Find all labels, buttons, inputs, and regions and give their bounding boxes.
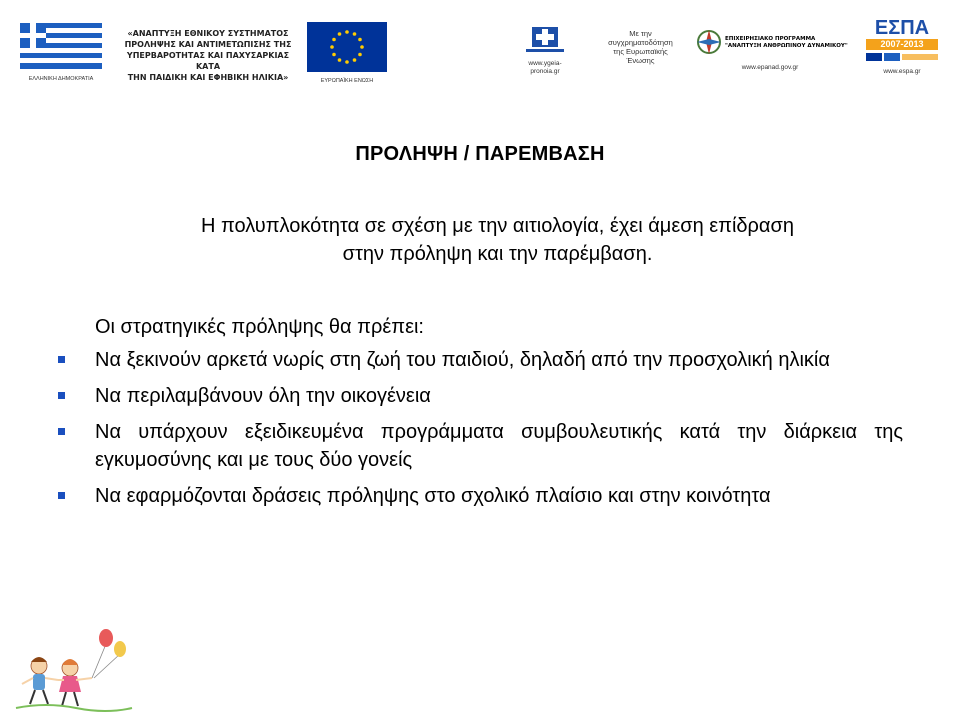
eu-star-icon xyxy=(338,58,342,62)
eu-star-icon xyxy=(345,30,349,34)
espa-flags-icon xyxy=(862,51,942,63)
eu-star-icon xyxy=(332,38,336,42)
list-item xyxy=(58,418,903,474)
bullet-list xyxy=(58,346,903,518)
cofunding-line: συγχρηματοδότηση xyxy=(608,38,673,47)
eu-star-icon xyxy=(360,45,364,49)
list-item xyxy=(58,346,903,374)
eu-star-icon xyxy=(330,45,334,49)
program-title xyxy=(725,36,850,49)
eu-flag-icon xyxy=(307,22,387,72)
greek-flag-caption: ΕΛΛΗΝΙΚΗ ΔΗΜΟΚΡΑΤΙΑ xyxy=(28,76,94,82)
project-title xyxy=(118,28,298,83)
project-title-line: ΤΗΝ ΠΑΙΔΙΚΗ ΚΑΙ ΕΦΗΒΙΚΗ ΗΛΙΚΙΑ» xyxy=(127,73,289,82)
intro-line: Η πολυπλοκότητα σε σχέση με την αιτιολογία, έχει άμεση επίδραση xyxy=(201,215,794,237)
eu-star-icon xyxy=(332,53,336,57)
espa-logo xyxy=(862,18,942,80)
lead-text: Οι στρατηγικές πρόληψης θα πρέπει: xyxy=(95,316,424,338)
cofunding-line: Ένωσης xyxy=(626,56,655,65)
project-title-line: «ΑΝΑΠΤΥΞΗ ΕΘΝΙΚΟΥ ΣΥΣΤΗΜΑΤΟΣ xyxy=(127,29,289,38)
children-balloons-icon xyxy=(14,628,134,713)
greek-flag-logo xyxy=(20,23,102,82)
children-illustration xyxy=(14,628,134,713)
bullet-text: Να εφαρμόζονται δράσεις πρόληψης στο σχολικό πλαίσιο και στην κοινότητα xyxy=(95,485,771,507)
program-title-line: ΕΠΙΧΕΙΡΗΣΙΑΚΟ ΠΡΟΓΡΑΜΜΑ xyxy=(725,36,816,42)
espa-url: www.espa.gr xyxy=(883,68,921,75)
eu-star-icon xyxy=(358,38,362,42)
list-item xyxy=(58,482,903,510)
eu-star-icon xyxy=(345,60,349,64)
greek-flag-icon xyxy=(20,23,102,69)
list-item xyxy=(58,382,903,410)
intro-paragraph xyxy=(95,212,900,268)
eu-star-icon xyxy=(353,32,357,36)
espa-title: ΕΣΠΑ xyxy=(874,17,930,39)
bullet-square-icon xyxy=(58,492,65,499)
ministry-logo xyxy=(520,25,570,80)
program-logo xyxy=(695,28,850,78)
bullet-text: Να υπάρχουν εξειδικευμένα προγράμματα συμβουλευτικής κατά την διάρκεια της εγκυμοσύνης και με τους δύο γονείς xyxy=(95,421,903,471)
eu-flag-logo xyxy=(307,22,387,84)
program-url: www.epanad.gov.gr xyxy=(741,64,799,71)
project-title-line: ΠΡΟΛΗΨΗΣ ΚΑΙ ΑΝΤΙΜΕΤΩΠΙΣΗΣ ΤΗΣ xyxy=(124,40,292,49)
bullet-square-icon xyxy=(58,392,65,399)
bullet-text: Να περιλαμβάνουν όλη την οικογένεια xyxy=(95,385,431,407)
ministry-url-line: www.ygeia- xyxy=(528,60,562,67)
cofunding-line: της Ευρωπαϊκής xyxy=(613,47,668,56)
bullet-square-icon xyxy=(58,428,65,435)
cofunding-text xyxy=(593,29,688,65)
program-compass-icon xyxy=(695,28,723,56)
cofunding-line: Με την xyxy=(629,29,652,38)
eu-star-icon xyxy=(358,53,362,57)
eu-flag-caption: ΕΥΡΩΠΑΪΚΗ ΕΝΩΣΗ xyxy=(320,78,374,84)
eu-star-icon xyxy=(338,32,342,36)
intro-line: στην πρόληψη και την παρέμβαση. xyxy=(342,243,653,265)
bullet-text: Να ξεκινούν αρκετά νωρίς στη ζωή του παιδιού, δηλαδή από την προσχολική ηλικία xyxy=(95,349,830,371)
ministry-cross-icon xyxy=(520,25,570,55)
eu-star-icon xyxy=(353,58,357,62)
logo-header xyxy=(0,0,960,95)
program-title-line: "ΑΝΑΠΤΥΞΗ ΑΝΘΡΩΠΙΝΟΥ ΔΥΝΑΜΙΚΟΥ" xyxy=(725,42,848,49)
ministry-url-line: pronoia.gr xyxy=(530,68,560,75)
slide-title: ΠΡΟΛΗΨΗ / ΠΑΡΕΜΒΑΣΗ xyxy=(355,143,605,165)
bullet-square-icon xyxy=(58,356,65,363)
espa-years: 2007-2013 xyxy=(866,39,938,50)
project-title-line: ΥΠΕΡΒΑΡΟΤΗΤΑΣ ΚΑΙ ΠΑΧΥΣΑΡΚΙΑΣ ΚΑΤΑ xyxy=(126,51,290,71)
